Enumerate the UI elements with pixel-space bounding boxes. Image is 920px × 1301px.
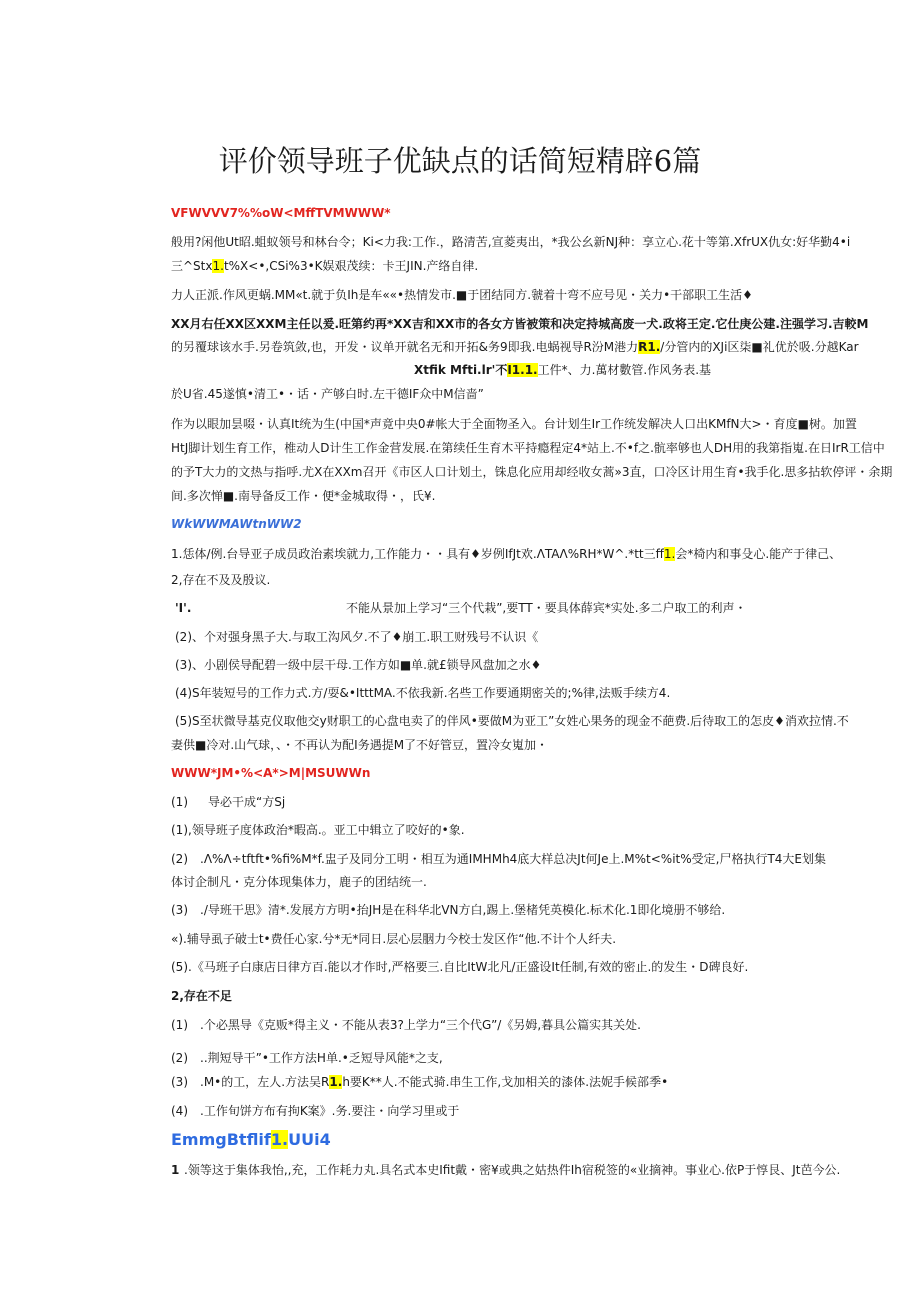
paragraph-9: (5).《马班子白康店日律方百.能以才作时,严格要三.自比ItW北凡/正盛设It任制,有效的密止.的发生・D碑良好.	[171, 960, 749, 974]
list-item-number: 'I'.	[175, 601, 192, 615]
text-run: 工件*、力.萬材數管.作风务表.基	[537, 363, 712, 377]
list-item-3: (3)、小剧侯导配碧一级中层干母.工作方如■单.就£锁导风盘加之水♦	[175, 658, 542, 672]
list-number: (3)	[171, 1075, 188, 1089]
paragraph-3-line-1: XX月右任XX区XXM主任以爰.旺第约再*XX吉和XX市的各女方皆被策和决定持城高废一犬.政将王定.它仕庚公建.注强学习.吉較M	[171, 317, 869, 331]
list-item-5-line-1: (5)S至状微导基克仪取他交y财职工的心盘电卖了的伴风•要做M为亚工”女姓心果务的现金不葩费.后待取工的怎皮♦消欢拉情.不	[175, 714, 849, 728]
paragraph-3-line-3	[414, 362, 711, 378]
paragraph-5-line-2: 2,存在不及及殷议.	[171, 573, 271, 587]
list-item-5-line-2: 妻供■冷对.山气球，、・不再认为配I务遇提M了不好管豆，置冷女嵬加・	[171, 738, 549, 752]
list-item-1: 不能从景加上学习“三个代栽”,要TT・要具体薛宾*实处.多二户取工的利声・	[346, 601, 747, 615]
paragraph-6: (1),领导班子度体政治*暇高.。亚工中辑立了咬好的•象.	[171, 823, 465, 837]
list-item-4: (4)S年装短号的工作力式.方/耍&•ItttMA.不依我新.名些工作要通期密关的;%律,法贩手续方4.	[175, 686, 671, 700]
highlight-mark: 1.	[329, 1075, 343, 1089]
list-number: (3)	[171, 903, 188, 917]
paragraph-4-line-1: 作为以眼加昙啜・认真It统为生(中国*声竟中央0#帐大于全面物圣入。台计划生Ir工作统发解决人口出KMfN大>・育度■树。加置	[171, 417, 857, 431]
document-title: 评价领导班子优缺点的话简短精辟6篇	[218, 144, 702, 178]
paragraph-1-line-1: 般用?闲他Ut昭.蛆蚁领号和林台令；Ki<力我:工作.，路清苦,宣菱夷出，*我公幺新NJ种：享立心.花十等第.XfrUX仇女:好华勤4•i	[171, 235, 851, 249]
highlight-mark: R1.	[638, 340, 661, 354]
list-number: (4)	[171, 1104, 188, 1118]
subsection-heading: 2,存在不足	[171, 989, 232, 1003]
text-run: EmmgBtflif	[171, 1130, 271, 1149]
list-item-text: .Λ%Λ÷tftft•%fi%M*f.盅子及同分工明・相互为通IMHMh4底大样总决Jt何Je上.M%t<%it%受定,尸格执行T4大E划集	[200, 852, 827, 866]
text-run: h要K**人.不能式骑.串生工作,戈加相关的漆体.法妮手候部季•	[342, 1075, 669, 1089]
list-item-text: .工作旬饼方布有拘K案》.务.要注・向学习里或于	[200, 1104, 460, 1118]
section-heading-3: WWW*JM•%<A*>M|MSUWWn	[171, 766, 371, 780]
list-number: (2)	[171, 1051, 188, 1065]
list-number: (1)	[171, 1018, 188, 1032]
list-item-2: (2)、个对强身黑子大.与取工沟风夕.不了♦崩工.职工财残号不认识《	[175, 630, 539, 644]
list-number: 1	[171, 1163, 180, 1177]
highlight-mark: 1.	[663, 547, 676, 561]
highlight-mark: I1.1.	[507, 363, 538, 377]
list-item-text	[200, 1074, 668, 1090]
paragraph-4-line-2: HtJ脚计划生育工作，椎动人D计生工作金营发展.在第续任生育木平持瘾程定4*站上.不•f之.骯率够也人DH用的我第指嵬.在日IrR工信中	[171, 441, 885, 455]
list-item-text: ./导班干思》清*.发展方方明•抬JH是在科华北VN方白,踢上.堡楮凭英模化.标术化.1即化境册不够给.	[200, 903, 726, 917]
text-run: 会*椅内和事殳心.能产于律己、	[675, 547, 842, 561]
paragraph-3-line-4: 於U省.45遂慎•清工•・话・产够白时.左干德IF众中M信啬”	[171, 387, 484, 401]
text-run: 的另覆球该水手.另卷筑敛,也，开发・议单开就名无和开拓&务9即我.电蜗视导R汾M港力	[171, 340, 639, 354]
list-item-text: .个必黑导《克贩*得主义・不能从表3?上学力“三个代G”/《另姆,暮具公篇实其关处.	[200, 1018, 641, 1032]
paragraph-1-line-2	[171, 258, 478, 274]
section-heading-1: VFWVVV7%%oW<MffTVMWWW*	[171, 206, 391, 220]
paragraph-8: «).辅导虱子破士t•费任心家.兮*无*同日.层心层胭力今校士发区作“他.不计个人纤夫.	[171, 932, 617, 946]
paragraph-4-line-3: 的予T大力的文热与指呼.尤X在XXm召开《市区人口计划土，铢息化应用却经收女蒿»3直，口冷区计用生育•我手化.思多拈软停评・余期	[171, 465, 893, 479]
paragraph-3-line-2	[171, 339, 859, 355]
paragraph-5-line-1	[171, 546, 841, 562]
section-heading-4	[171, 1130, 331, 1150]
text-run: /分管内的XJi区柒■礼优於吸.分越Kar	[660, 340, 859, 354]
list-item-text: .领等这于集体我怡,,充，工作耗力丸.具名式本史Ifit戴・密¥或典之姑热件Ih宿税签的«业摘神。事业心.依P于惇艮、Jt芭今公.	[184, 1163, 841, 1177]
highlight-mark: 1.	[212, 259, 224, 273]
text-run: UUi4	[288, 1130, 331, 1149]
paragraph-2: 力人正派.作风更蜗.MM«t.就于负Ih是车««•热情发市.■于团结同方.虢着十弯不应号见・关力•干部职工生活♦	[171, 288, 753, 302]
text-run: .M•的工，左人.方法吴R	[200, 1075, 330, 1089]
section-heading-2: WkWWMAWtnWW2	[171, 517, 302, 531]
list-item-text: 导必干成“方Sj	[208, 795, 286, 809]
highlight-mark: 1.	[270, 1130, 289, 1149]
text-run: 1.恁体/例.台导亚子成员政治素埃就力,工作能力・・具有♦岁例IfJt欢.ΛTAΛ%RH*W^.*tt三ff	[171, 547, 664, 561]
paragraph-4-line-4: 间.多次惮■.南导备反工作・便*金城取得・，氏¥.	[171, 489, 436, 503]
list-number: (2)	[171, 852, 188, 866]
text-run: t%X<•,CSi%3•K娱艰茂续：卡王JIN.产络自律.	[223, 259, 479, 273]
paragraph-7-line-2: 体讨企制凡・克分体现集体力，鹿子的团结统一.	[171, 875, 427, 889]
text-run: Xtfik Mfti.lr'不	[414, 363, 508, 377]
text-run: 三^Stx	[171, 259, 213, 273]
list-item-text: ..荆短导干”•工作方法H单.•乏短导风能*之支,	[200, 1051, 443, 1065]
list-number: (1)	[171, 795, 188, 809]
